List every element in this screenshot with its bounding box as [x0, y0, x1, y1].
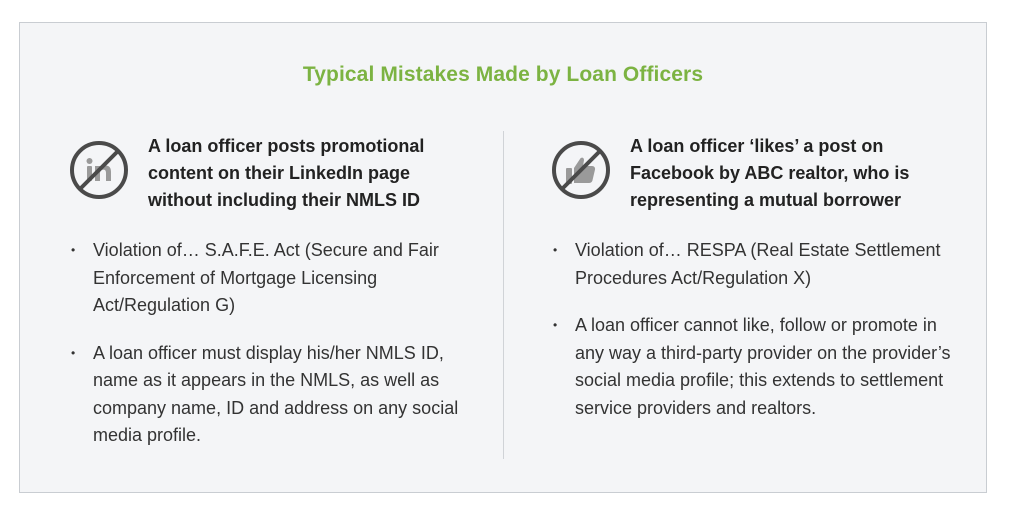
right-heading: A loan officer ‘likes’ a post on Facebook by ABC realtor, who is representing a mutual borrower: [630, 136, 910, 210]
list-item: [550, 237, 960, 292]
page-title: Typical Mistakes Made by Loan Officers: [302, 63, 704, 86]
bullet-dot: •: [71, 345, 76, 360]
right-header: [550, 133, 960, 213]
bullet-text: A loan officer must display his/her NMLS ID, name as it appears in the NMLS, as well as company name, ID and address on any social media profile.: [93, 342, 459, 445]
bullet-dot: •: [71, 243, 76, 257]
right-column: [550, 133, 960, 418]
no-thumbs-up-icon: [550, 139, 612, 201]
mistakes-panel: [19, 22, 987, 493]
bullet-text: A loan officer cannot like, follow or promote in any way a third-party provider on the provider’s social media profile; this extends to settlement service providers and realtors.: [575, 315, 951, 418]
bullet-dot: •: [553, 318, 558, 332]
left-heading: A loan officer posts promotional content on their LinkedIn page without including their NMLS ID: [148, 136, 425, 210]
left-header: [68, 133, 473, 213]
list-item: [68, 237, 473, 320]
left-bullet-list: [68, 237, 473, 470]
no-linkedin-icon: [68, 139, 130, 201]
bullet-text: Violation of… RESPA (Real Estate Settlement Procedures Act/Regulation X): [575, 240, 941, 288]
right-bullet-list: [550, 237, 960, 442]
bullet-text: Violation of… S.A.F.E. Act (Secure and Fair Enforcement of Mortgage Licensing Act/Regulation G): [93, 240, 439, 315]
bullet-dot: •: [553, 243, 558, 257]
list-item: [550, 312, 960, 422]
list-item: [68, 340, 473, 450]
column-divider: [503, 131, 504, 459]
left-column: [68, 133, 473, 445]
